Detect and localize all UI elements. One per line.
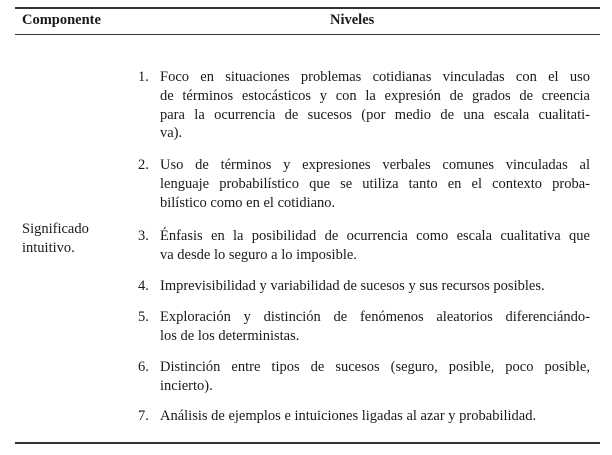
level-number: 4. [138, 278, 149, 294]
level-item [138, 358, 590, 396]
level-text [160, 407, 590, 426]
header-rule [15, 34, 600, 35]
level-line: Uso de términos y expresiones verbales comunes vinculadas al [160, 157, 590, 173]
level-line: Imprevisibilidad y variabilidad de sucesos y sus recursos posibles. [160, 278, 545, 294]
level-item [138, 227, 590, 265]
level-text [160, 308, 590, 346]
level-text [160, 68, 590, 143]
component-line: Significado [22, 221, 89, 237]
level-item [138, 277, 590, 296]
level-text [160, 156, 590, 212]
level-number: 3. [138, 228, 149, 244]
level-number: 7. [138, 408, 149, 424]
bottom-rule [15, 442, 600, 444]
level-line: incierto). [160, 377, 213, 394]
header-componente: Componente [22, 12, 101, 28]
level-line: Énfasis en la posibilidad de ocurrencia como escala cualitativa que [160, 228, 590, 244]
level-number: 5. [138, 309, 149, 325]
level-line: bilístico como en el cotidiano. [160, 194, 336, 211]
level-number: 1. [138, 69, 149, 85]
level-line: los de los deterministas. [160, 327, 300, 344]
level-item [138, 407, 590, 426]
header-niveles: Niveles [330, 12, 375, 28]
level-item [138, 156, 590, 212]
component-cell [22, 220, 89, 258]
level-line: de términos estocásticos y con la expresión de grados de creencia [160, 87, 590, 104]
level-line: Exploración y distinción de fenómenos aleatorios diferenciándo- [160, 309, 590, 325]
level-number: 6. [138, 359, 149, 375]
level-text [160, 277, 590, 296]
level-line: para la ocurrencia de sucesos (por medio de una escala cualitati- [160, 106, 590, 123]
level-line: va desde lo seguro a lo imposible. [160, 246, 357, 263]
level-line: Análisis de ejemplos e intuiciones ligadas al azar y probabilidad. [160, 408, 537, 424]
level-line: Foco en situaciones problemas cotidianas vinculadas con el uso [160, 69, 590, 85]
level-line: Distinción entre tipos de sucesos (seguro, posible, poco posible, [160, 359, 590, 375]
level-text [160, 358, 590, 396]
level-line: lenguaje probabilístico que se utiliza tanto en el contexto proba- [160, 175, 590, 192]
top-rule [15, 7, 600, 9]
level-number: 2. [138, 157, 149, 173]
level-item [138, 68, 590, 143]
level-text [160, 227, 590, 265]
level-item [138, 308, 590, 346]
component-line: intuitivo. [22, 240, 75, 256]
level-line: va). [160, 125, 183, 142]
